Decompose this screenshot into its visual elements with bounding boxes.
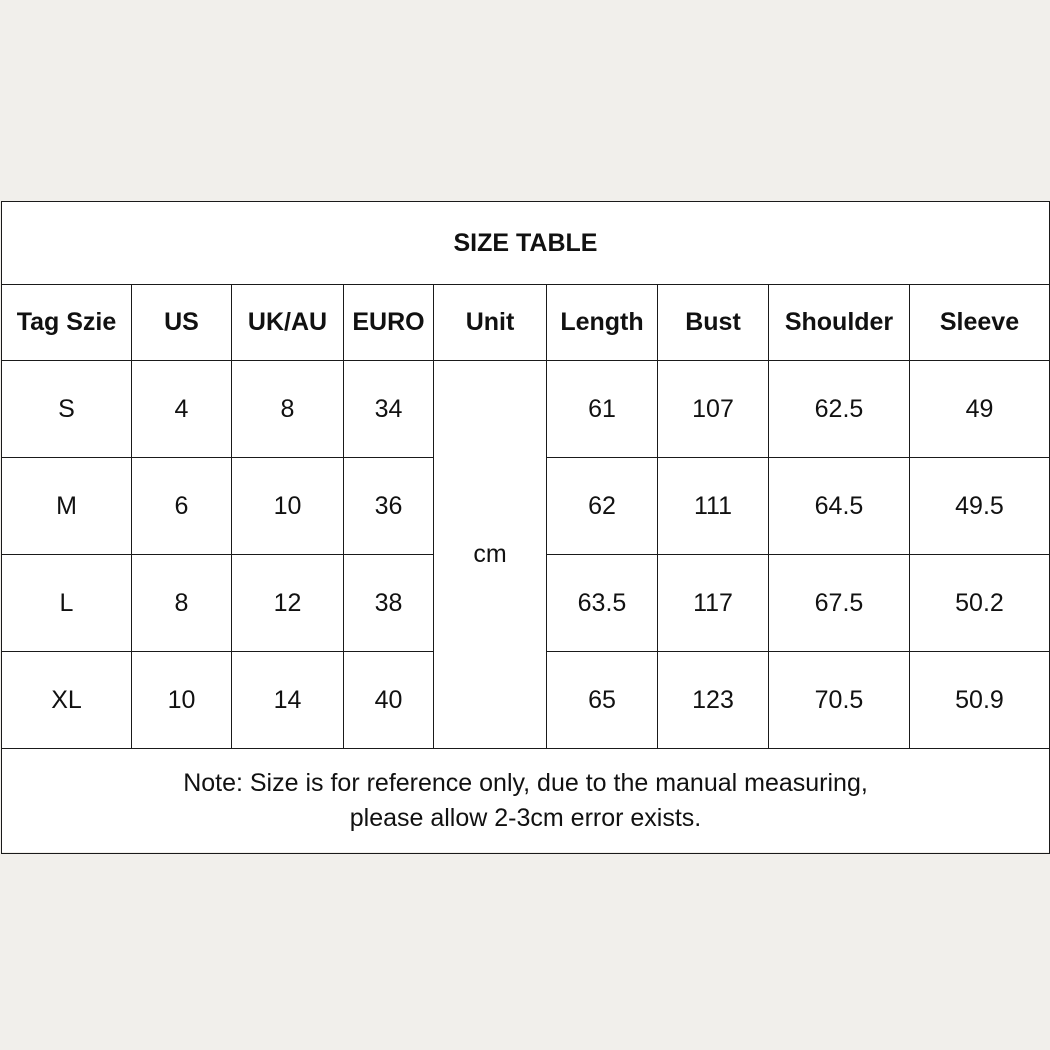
cell-uk-au: 8 (232, 361, 344, 458)
cell-us: 4 (132, 361, 232, 458)
header-row (2, 285, 1050, 361)
cell-bust: 107 (658, 361, 769, 458)
cell-unit: cm (434, 361, 547, 749)
cell-shoulder: 70.5 (769, 652, 910, 749)
size-table-sheet (1, 201, 1049, 852)
cell-bust: 117 (658, 555, 769, 652)
header-euro: EURO (344, 285, 434, 361)
cell-shoulder: 62.5 (769, 361, 910, 458)
cell-us: 10 (132, 652, 232, 749)
table-title: SIZE TABLE (2, 202, 1050, 285)
cell-length: 61 (547, 361, 658, 458)
cell-tag-size: S (2, 361, 132, 458)
cell-uk-au: 12 (232, 555, 344, 652)
title-row (2, 202, 1050, 285)
header-unit: Unit (434, 285, 547, 361)
header-us: US (132, 285, 232, 361)
cell-bust: 123 (658, 652, 769, 749)
cell-sleeve: 49 (910, 361, 1050, 458)
cell-euro: 40 (344, 652, 434, 749)
cell-length: 63.5 (547, 555, 658, 652)
table-row (2, 361, 1050, 458)
header-bust: Bust (658, 285, 769, 361)
cell-sleeve: 50.2 (910, 555, 1050, 652)
cell-tag-size: L (2, 555, 132, 652)
cell-bust: 111 (658, 458, 769, 555)
cell-tag-size: XL (2, 652, 132, 749)
header-uk-au: UK/AU (232, 285, 344, 361)
cell-euro: 34 (344, 361, 434, 458)
cell-length: 62 (547, 458, 658, 555)
cell-euro: 38 (344, 555, 434, 652)
cell-uk-au: 10 (232, 458, 344, 555)
cell-euro: 36 (344, 458, 434, 555)
size-table (1, 201, 1050, 854)
note-text (2, 749, 1050, 854)
cell-uk-au: 14 (232, 652, 344, 749)
note-row (2, 749, 1050, 854)
note-line-2: please allow 2-3cm error exists. (349, 804, 702, 832)
cell-sleeve: 50.9 (910, 652, 1050, 749)
cell-us: 8 (132, 555, 232, 652)
header-sleeve: Sleeve (910, 285, 1050, 361)
cell-sleeve: 49.5 (910, 458, 1050, 555)
cell-us: 6 (132, 458, 232, 555)
cell-shoulder: 67.5 (769, 555, 910, 652)
cell-shoulder: 64.5 (769, 458, 910, 555)
header-tag-size: Tag Szie (2, 285, 132, 361)
header-length: Length (547, 285, 658, 361)
cell-tag-size: M (2, 458, 132, 555)
header-shoulder: Shoulder (769, 285, 910, 361)
cell-length: 65 (547, 652, 658, 749)
note-line-1: Note: Size is for reference only, due to the manual measuring, (183, 769, 868, 797)
